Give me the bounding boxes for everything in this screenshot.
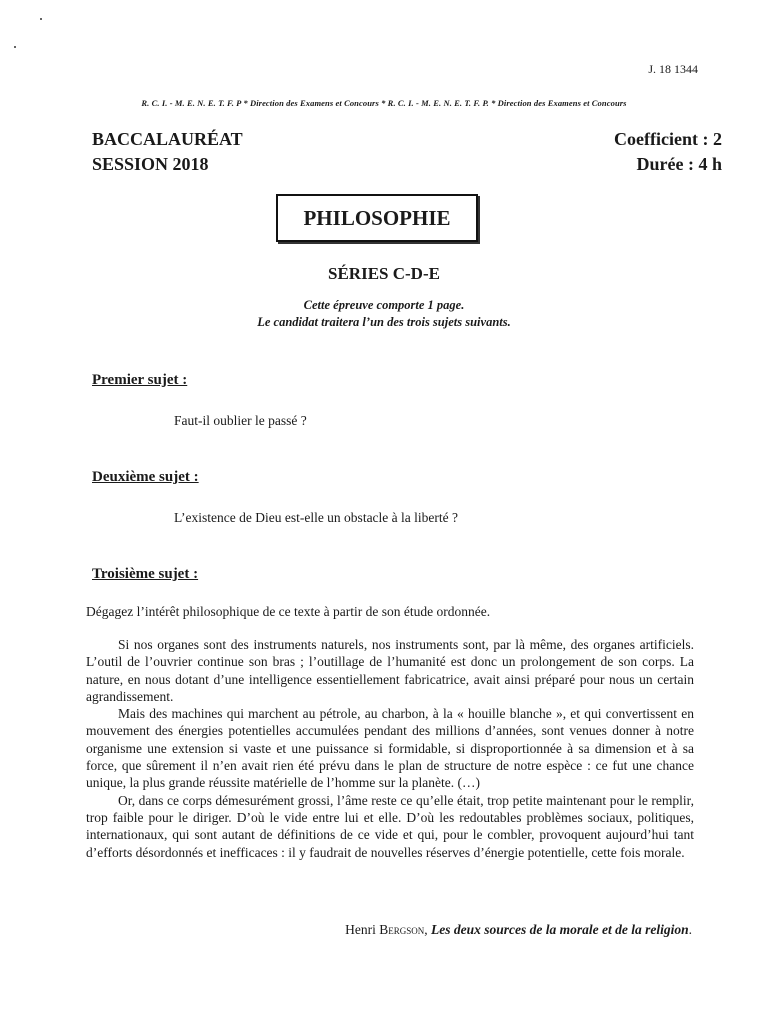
sujet-question-2: L’existence de Dieu est-elle un obstacle à la liberté ? bbox=[174, 510, 459, 525]
exam-session: SESSION 2018 bbox=[92, 154, 209, 174]
scan-speck bbox=[14, 46, 16, 48]
subject-title: PHILOSOPHIE bbox=[303, 205, 451, 230]
citation-end: . bbox=[688, 922, 692, 937]
subject-title-box bbox=[276, 194, 478, 242]
sujet-heading-3: Troisième sujet : bbox=[92, 566, 199, 582]
instruction-line: Le candidat traitera l’un des trois sujets suivants. bbox=[257, 315, 511, 329]
philosophy-passage bbox=[86, 636, 694, 861]
document-reference: J. 18 1344 bbox=[648, 62, 698, 76]
citation bbox=[345, 922, 692, 938]
sujet-heading-1: Premier sujet : bbox=[92, 372, 188, 388]
passage-paragraph: Si nos organes sont des instruments naturels, nos instruments sont, par là même, des organes artificiels. L’outil de l’ouvrier continue son bras ; l’outillage de l’humanité est donc un prolongement de son corps. La nature, en nous dotant d’une intelligence essentiellement fabricatrice, avait ainsi préparé pour nous un certain agrandissement. bbox=[86, 637, 694, 704]
citation-author-last: Bergson bbox=[379, 922, 425, 937]
citation-separator: , bbox=[424, 922, 432, 937]
sujet-heading-2: Deuxième sujet : bbox=[92, 469, 199, 485]
instructions bbox=[0, 297, 768, 331]
text-instruction: Dégagez l’intérêt philosophique de ce texte à partir de son étude ordonnée. bbox=[86, 604, 491, 619]
rci-header-line: R. C. I. - M. E. N. E. T. F. P * Direction des Examens et Concours * R. C. I. - M. E. N. E. T. F. P. * Direction des Examens et Concours bbox=[141, 98, 627, 108]
citation-work: Les deux sources de la morale et de la religion bbox=[431, 922, 689, 937]
scan-speck bbox=[40, 18, 42, 20]
citation-author-first: Henri bbox=[345, 922, 380, 937]
instruction-line: Cette épreuve comporte 1 page. bbox=[303, 298, 465, 312]
series-title: SÉRIES C-D-E bbox=[328, 264, 440, 283]
exam-coefficient: Coefficient : 2 bbox=[614, 129, 722, 149]
passage-paragraph: Or, dans ce corps démesurément grossi, l’âme reste ce qu’elle était, trop petite maintenant pour le remplir, trop faible pour le diriger. D’où le vide entre lui et elle. D’où les redoutables problèmes sociaux, politiques, internationaux, qui sont autant de définitions de ce vide et qui, pour le combler, provoquent aujourd’hui tant d’efforts désordonnés et inefficaces : il y faudrait de nouvelles réserves d’énergie potentielle, cette fois morale. bbox=[86, 792, 694, 860]
passage-paragraph: Mais des machines qui marchent au pétrole, au charbon, à la « houille blanche », et qui convertissent en mouvement des énergies potentielles accumulées pendant des millions d’années, sont venues donner à notre organisme une extension si vaste et une puissance si formidable, si disproportionnée à sa dimension et à sa force, que sûrement il n’en avait rien été prévu dans le plan de structure de notre espèce : ce fut une chance unique, la plus grande réussite matérielle de l’homme sur la planète. (…) bbox=[86, 706, 694, 791]
exam-title: BACCALAURÉAT bbox=[92, 129, 243, 149]
exam-header-right bbox=[614, 127, 722, 177]
exam-duration: Durée : 4 h bbox=[636, 154, 722, 174]
exam-header-left bbox=[92, 127, 243, 177]
sujet-question-1: Faut-il oublier le passé ? bbox=[174, 413, 307, 428]
